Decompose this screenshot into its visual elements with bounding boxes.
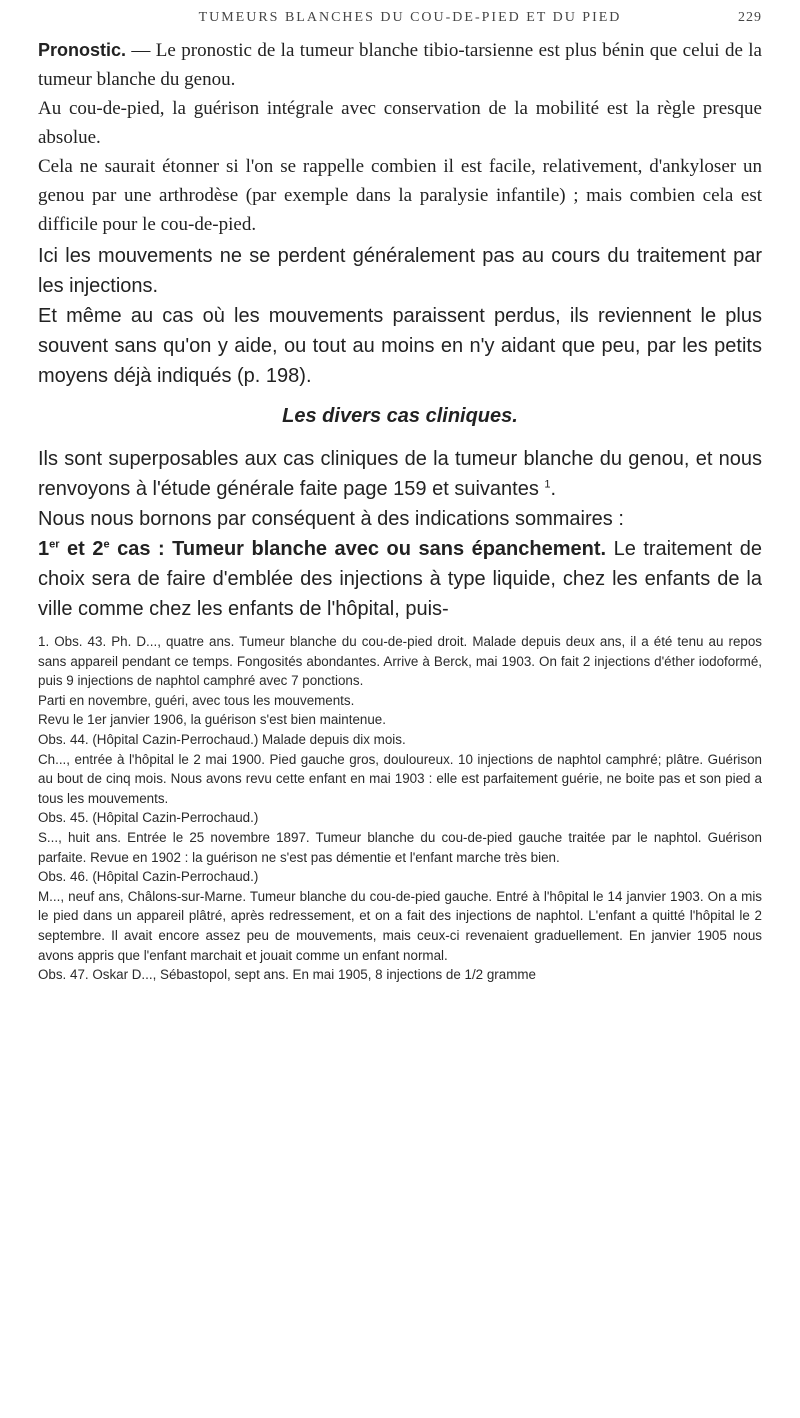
footnote-ref: 1 bbox=[544, 478, 551, 491]
pronostic-text-1: — Le pronostic de la tumeur blanche tibio-tarsienne est plus bénin que celui de la tumeur blanche du genou. bbox=[38, 40, 762, 90]
footnote-7: S..., huit ans. Entrée le 25 novembre 1897. Tumeur blanche du cou-de-pied gauche traitée par le naphtol. Guérison parfaite. Revue en 1902 : la guérison ne s'est pas démentie et l'enfant marche très bien. bbox=[38, 829, 762, 865]
pronostic-paragraph-3: Cela ne saurait étonner si l'on se rappelle combien il est facile, relativement, d'ankyloser un genou par une arthrodèse (par exemple dans la paralysie infantile) ; mais combien cela est difficile pour le cou-de-pied. bbox=[38, 156, 762, 235]
cases-text-1a: Ils sont superposables aux cas cliniques de la tumeur blanche du genou, et nous renvoyons à l'étude générale faite page 159 et suivantes bbox=[38, 448, 762, 500]
footnote-8: Obs. 46. (Hôpital Cazin-Perrochaud.) bbox=[38, 869, 259, 885]
footnote-9: M..., neuf ans, Châlons-sur-Marne. Tumeur blanche du cou-de-pied gauche. Entré à l'hôpital le 14 janvier 1903. On a mis le pied dans un appareil plâtré, après redressement, et on a fait des injections de naphtol. L'enfant a quitté l'hôpital le 2 septembre. Il avait encore assez peu de mouvements, mais ceux-ci revenaient graduellement. En janvier 1905 nous avons appris que l'enfant marchait et jouait comme un enfant normal. bbox=[38, 888, 762, 963]
footnote-3: Revu le 1er janvier 1906, la guérison s'est bien maintenue. bbox=[38, 712, 386, 728]
footnote-6: Obs. 45. (Hôpital Cazin-Perrochaud.) bbox=[38, 810, 259, 826]
case-et: et 2 bbox=[59, 538, 104, 560]
clinical-cases-section bbox=[38, 444, 762, 624]
pronostic-paragraph-4: Ici les mouvements ne se perdent généralement pas au cours du traitement par les injections. bbox=[38, 245, 762, 297]
pronostic-paragraph-2: Au cou-de-pied, la guérison intégrale avec conservation de la mobilité est la règle presque absolue. bbox=[38, 98, 762, 148]
footnote-5: Ch..., entrée à l'hôpital le 2 mai 1900. Pied gauche gros, douloureux. 10 injections de naphtol camphré; plâtre. Guérison au bout de cinq mois. Nous avons revu cette enfant en mai 1903 : elle est parfaitement guérie, ne boite pas et son pied a tous les mouvements. bbox=[38, 751, 762, 806]
footnote-1: 1. Obs. 43. Ph. D..., quatre ans. Tumeur blanche du cou-de-pied droit. Malade depuis deux ans, il a été tenu au repos sans appareil pendant ce temps. Fongosités abondantes. Arrive à Berck, mai 1903. On fait 2 injections d'éther iodoformé, puis 9 injections de naphtol camphré avec 7 ponctions. bbox=[38, 634, 762, 689]
cases-text-1b: . bbox=[550, 478, 557, 500]
pronostic-section bbox=[38, 36, 762, 239]
footnote-4: Obs. 44. (Hôpital Cazin-Perrochaud.) Malade depuis dix mois. bbox=[38, 731, 406, 747]
case-heading: cas : Tumeur blanche avec ou sans épanchement. bbox=[109, 538, 607, 560]
footnote-2: Parti en novembre, guéri, avec tous les mouvements. bbox=[38, 692, 355, 708]
running-title: TUMEURS BLANCHES DU COU-DE-PIED ET DU PIED bbox=[198, 10, 622, 25]
pronostic-paragraph-5: Et même au cas où les mouvements paraissent perdus, ils reviennent le plus souvent sans qu'on y aide, ou tout au moins en n'y aidant que peu, par les petits moyens déjà indiqués (p. 198). bbox=[38, 305, 762, 387]
pronostic-continued bbox=[38, 241, 762, 391]
pronostic-label: Pronostic. bbox=[38, 40, 127, 60]
page-number: 229 bbox=[738, 10, 762, 25]
footnotes bbox=[38, 632, 762, 985]
footnote-10: Obs. 47. Oskar D..., Sébastopol, sept ans. En mai 1905, 8 injections de 1/2 gramme bbox=[38, 967, 536, 983]
cases-paragraph-3 bbox=[38, 534, 762, 624]
case-text: Le traitement de choix sera de faire d'emblée des injections à type liquide, chez les enfants de la ville comme chez les enfants de l'hôpital, puis- bbox=[38, 538, 762, 620]
cases-paragraph-2: Nous nous bornons par conséquent à des indications sommaires : bbox=[38, 508, 624, 530]
section-title: Les divers cas cliniques. bbox=[282, 405, 518, 427]
running-head bbox=[38, 10, 762, 26]
case-1-sup: er bbox=[49, 538, 60, 551]
case-2-sup: e bbox=[103, 538, 110, 551]
case-1-number: 1 bbox=[38, 538, 50, 560]
pronostic-paragraph-1 bbox=[38, 36, 762, 94]
cases-paragraph-1 bbox=[38, 444, 762, 504]
